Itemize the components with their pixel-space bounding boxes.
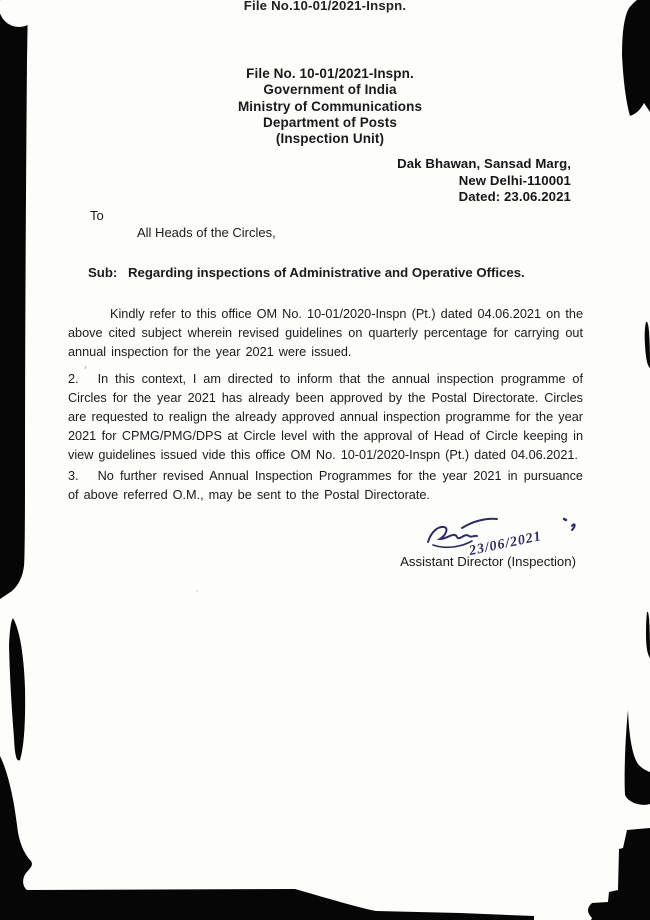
file-number-line: File No. 10-01/2021-Inspn.	[246, 66, 414, 81]
address-line-2: New Delhi-110001	[458, 172, 571, 188]
scan-speck	[84, 366, 87, 369]
to-label: To	[90, 208, 104, 223]
scan-shadow-bottom-right	[588, 828, 650, 920]
ministry-line: Ministry of Communications	[237, 98, 423, 114]
signature-date: 23/06/2021	[467, 529, 544, 560]
scan-shadow-right-spike	[625, 710, 650, 805]
address-block	[397, 156, 571, 206]
top-file-number-clipped	[0, 0, 650, 15]
paragraph-1: Kindly refer to this office OM No. 10-01/2020-Inspn (Pt.) dated 04.06.2021 on the above cited subject wherein revised guidelines on quarterly percentage for carrying out annual inspection for the year 2021 were issued.	[68, 307, 583, 360]
subject-label: Sub:	[88, 265, 118, 280]
paragraph-2: 2. In this context, I am directed to inform that the annual inspection programme of Circles for the year 2021 has already been approved by the Postal Directorate. Circles are requested to realign the already approved annual inspection programme for the year 2021 for CPMG/PMG/DPS at Circle level with the approval of Head of Circle keeping in view guidelines issued vide this office OM No. 10-01/2020-Inspn (Pt.) dated 04.06.2021.	[68, 372, 583, 463]
department-line: Department of Posts	[263, 114, 397, 130]
letterhead	[0, 66, 650, 147]
addressee-line: All Heads of the Circles,	[137, 225, 276, 240]
address-line-1: Dak Bhawan, Sansad Marg,	[397, 156, 571, 171]
subject-text: Regarding inspections of Administrative and Operative Offices.	[128, 265, 525, 280]
scan-shadow-bottom-band	[0, 756, 534, 920]
scan-speck	[196, 590, 198, 592]
scan-shadow-sliver-1	[645, 322, 650, 368]
top-file-number-text: File No.10-01/2021-Inspn.	[243, 0, 407, 13]
unit-line: (Inspection Unit)	[275, 131, 385, 147]
signature-flourish	[564, 519, 575, 530]
letter-date: Dated: 23.06.2021	[458, 189, 571, 205]
scan-shadow-sliver-2	[646, 612, 650, 658]
paragraph-3: 3. No further revised Annual Inspection Programmes for the year 2021 in pursuance of above referred O.M., may be sent to the Postal Directorate.	[68, 469, 583, 503]
signatory-designation: Assistant Director (Inspection)	[400, 554, 576, 569]
subject-row	[88, 265, 588, 280]
government-line: Government of India	[263, 82, 397, 98]
scan-shadow-left-crescent	[9, 618, 25, 761]
